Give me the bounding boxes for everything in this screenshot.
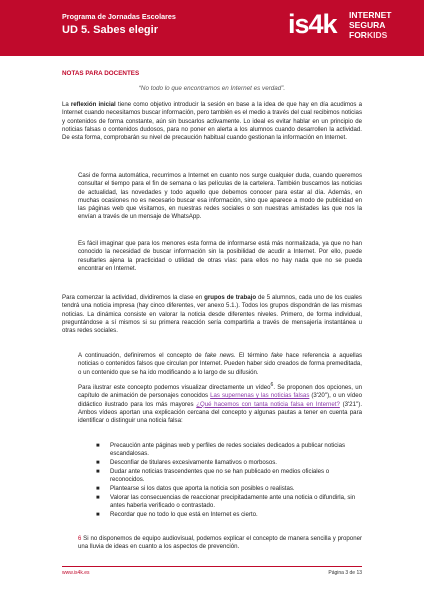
program-title: Programa de Jornadas Escolares bbox=[62, 12, 176, 21]
section-title: NOTAS PARA DOCENTES bbox=[62, 70, 140, 77]
bullet-icon: ■ bbox=[96, 443, 100, 449]
unit-title: UD 5. Sabes elegir bbox=[62, 24, 158, 36]
logo-line-internet: INTERNET bbox=[349, 10, 392, 20]
is4k-logo bbox=[288, 6, 418, 50]
footnote-mark: 6 bbox=[78, 536, 82, 542]
intro-quote: “No todo lo que encontramos en Internet es verdad”. bbox=[138, 85, 286, 92]
footer-url-link[interactable]: www.is4k.es bbox=[62, 570, 90, 576]
logo-line-forkids bbox=[349, 30, 387, 40]
list-item: ■ Recordar que no todo lo que está en Internet es cierto. bbox=[96, 510, 258, 518]
logo-kids: KIDS bbox=[366, 30, 388, 40]
bullet-icon: ■ bbox=[96, 494, 100, 501]
page-number: Página 3 de 13 bbox=[328, 570, 362, 576]
paragraph-activity: Para comenzar la actividad, dividiremos la clase en grupos de trabajo de 5 alumnos, cada uno de los cuales tendrá una noticia impresa (hay cinco diferentes, ver anexo 5.1.). Todos los grupos dispondrán de las mismas noticias. La dinámica consiste en valorar la noticia desde diferentes niveles. Primero, de forma individual, preguntándose a sí mismos si su primera reacción sería compartirla a través de mensajería instantánea u otras redes sociales. bbox=[62, 294, 362, 335]
paragraph-minors: Es fácil imaginar que para los menores esta forma de informarse está más normalizada, ya que no han conocido la necesidad de buscar información sin la posibilidad de acudir a Internet. Por ello, puede resultarles ajena la practicidad o utilidad de otras vías: para ellos no hay nada que no se pueda encontrar en Internet. bbox=[78, 240, 362, 272]
logo-for: FOR bbox=[349, 30, 367, 40]
footnote-ref: 6 bbox=[270, 382, 274, 388]
link-supernenas[interactable]: Las supernenas y las noticias falsas bbox=[210, 392, 310, 400]
list-item: ■ Precaución ante páginas web y perfiles de redes sociales dedicados a publicar noticias escandalosas. bbox=[96, 442, 346, 458]
bullet-icon: ■ bbox=[96, 468, 100, 475]
list-item: ■ Plantearse si los datos que aporta la noticia son posibles o realistas. bbox=[96, 484, 295, 492]
footnote: $^6$ Si no disponemos de equipo audiovisual, podemos explicar el concepto de manera sencilla y proponer una lluvia de ideas en cuanto a los aspectos de prevención. bbox=[78, 535, 362, 551]
paragraph-video: Para ilustrar este concepto podemos visualizar directamente un vídeo$^6$. Se proponen dos opciones, un capítulo de animación de personajes conocidos Las supernenas y las noticias falsas (3'20''), o un vídeo didáctico ilustrado para los más mayores ¿Qué hacemos con tanta noticia falsa en Internet? (3'21''). Ambos vídeos aportan una explicación cercana del concepto y algunas pautas a tener en cuenta para identificar o distinguir una noticia falsa: bbox=[78, 382, 363, 425]
tips-list bbox=[96, 442, 362, 519]
list-item: ■ Valorar las consecuencias de reaccionar precipitadamente ante una noticia o difundirla, sin antes haberla verificado o contrastado. bbox=[96, 493, 356, 509]
bullet-icon: ■ bbox=[96, 511, 100, 518]
list-item: ■ Dudar ante noticias trascendentes que no se han publicado en medios oficiales o reconocidos. bbox=[96, 467, 330, 483]
logo-line-segura: SEGURA bbox=[349, 20, 386, 30]
footer-divider bbox=[62, 566, 362, 567]
list-item: ■ Desconfiar de titulares excesivamente llamativos o morbosos. bbox=[96, 459, 277, 466]
link-noticia-falsa[interactable]: ¿Qué hacemos con tanta noticia falsa en Internet? bbox=[196, 400, 340, 408]
paragraph-fake-news: A continuación, definiremos el concepto de fake news. El término fake hace referencia a aquellas noticias o contenidos falsos que circulan por Internet. Pueden haber sido creados de forma premeditada, o un contenido que se ha ido modificando a lo largo de su difusión. bbox=[78, 352, 363, 376]
paragraph-reflexion: La reflexión inicial tiene como objetivo introducir la sesión en base a la idea de que hay en día acudimos a Internet cuando necesitamos buscar información, pero también es el medio a través del cual recibimos noticias y contenidos de forma constante, aún sin buscarlos activamente. Lo ideal es evitar hablar en un principio de noticias falsas o contenidos dudosos, para no poner en alerta a los alumnos cuando desarrollen la actividad. De esta forma, comprobarán su nivel de precaución habitual cuando gestionan la información en Internet. bbox=[62, 101, 362, 142]
logo-wordmark: is4k bbox=[288, 9, 337, 39]
paragraph-internet-use: Casi de forma automática, recurrimos a Internet en cuanto nos surge cualquier duda, cuando queremos consultar el tiempo para el fin de semana o las películas de la cartelera. También buscamos las noticias de actualidad, las novedades y todo aquello que debemos conocer para estar al día. Además, en muchas ocasiones no es necesario buscar esa información, sino que aparece a modo de publicidad en las páginas web que visitamos, en nuestras redes sociales o son nuestras amistades las que nos la envían a través de un mensaje de WhatsApp. bbox=[78, 172, 362, 221]
bullet-icon: ■ bbox=[96, 460, 100, 466]
page-header bbox=[0, 0, 424, 56]
bullet-icon: ■ bbox=[96, 485, 100, 492]
